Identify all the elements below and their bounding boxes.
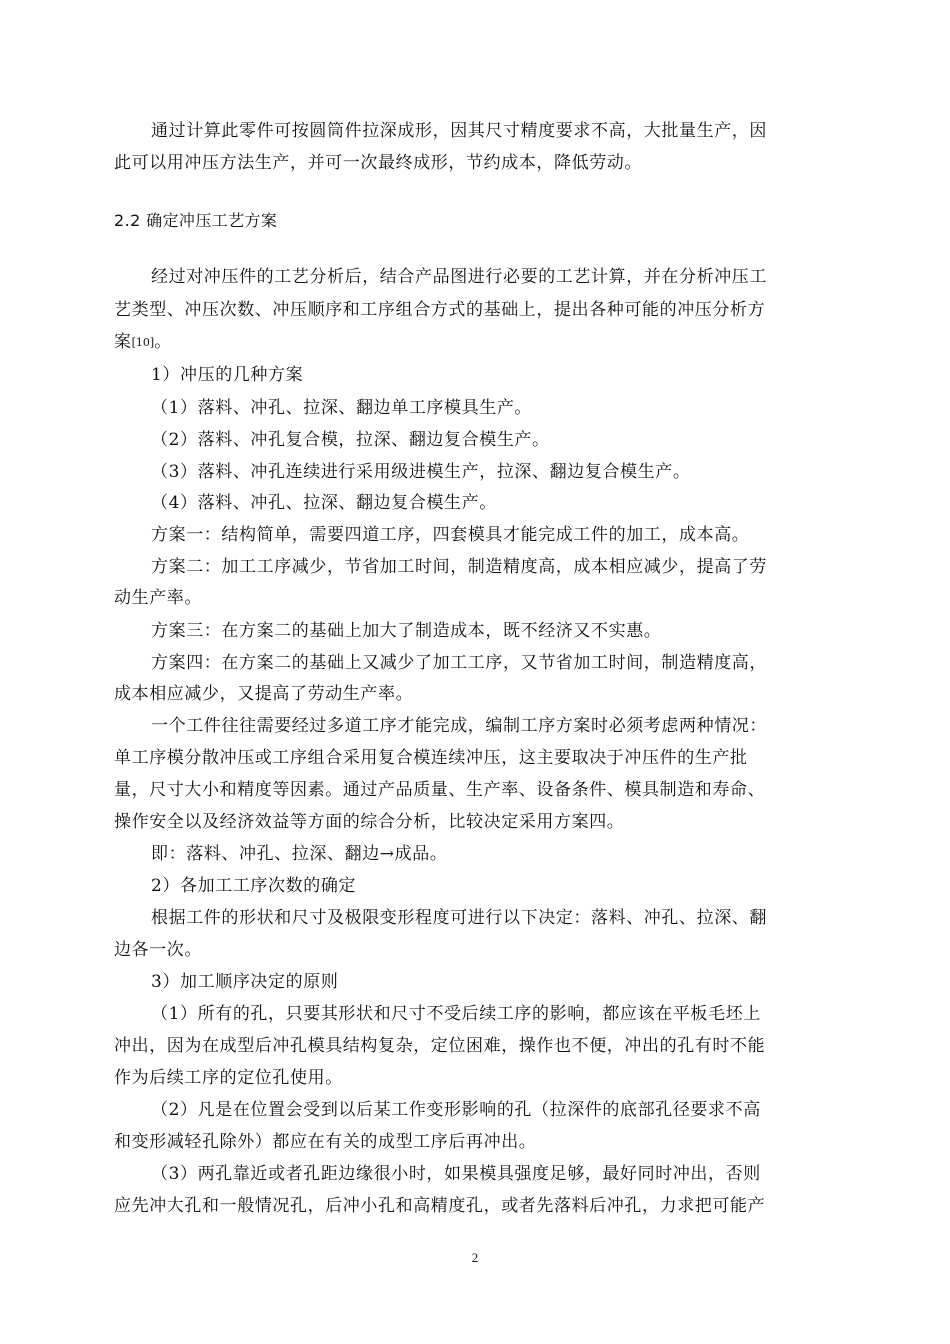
scheme-4-line-2: 成本相应减少，又提高了劳动生产率。 [114, 684, 414, 704]
option-4: （4）落料、冲孔、拉深、翻边复合模生产。 [151, 493, 497, 513]
scheme-4-line-1: 方案四：在方案二的基础上又减少了加工工序，又节省加工时间，制造精度高， [151, 653, 767, 673]
page-number: 2 [471, 1250, 479, 1265]
process-flow: 即：落料、冲孔、拉深、翻边→成品。 [151, 844, 448, 864]
para1-line-2: 艺类型、冲压次数、冲压顺序和工序组合方式的基础上，提出各种可能的冲压分析方 [114, 300, 766, 320]
para1-period: 。 [154, 332, 172, 352]
para2-line-4: 操作安全以及经济效益等方面的综合分析，比较决定采用方案四。 [114, 812, 625, 832]
scheme-2-line-2: 动生产率。 [114, 588, 202, 608]
item1-title: 1）冲压的几种方案 [151, 365, 304, 385]
rule-2-line-2: 和变形减轻孔除外）都应在有关的成型工序后再冲出。 [114, 1132, 537, 1152]
option-2: （2）落料、冲孔复合模，拉深、翻边复合模生产。 [151, 430, 550, 450]
para2-line-2: 单工序模分散冲压或工序组合采用复合模连续冲压，这主要取决于冲压件的生产批 [114, 748, 748, 768]
option-3: （3）落料、冲孔连续进行采用级进模生产，拉深、翻边复合模生产。 [151, 462, 691, 482]
rule-1-line-2: 冲出，因为在成型后冲孔模具结构复杂，定位困难，操作也不便，冲出的孔有时不能 [114, 1036, 766, 1056]
scheme-2-line-1: 方案二：加工工序减少，节省加工时间，制造精度高，成本相应减少，提高了劳 [151, 557, 767, 577]
rule-1-line-1: （1）所有的孔，只要其形状和尺寸不受后续工序的影响，都应该在平板毛坯上 [151, 1004, 761, 1024]
citation-marker: [10] [131, 336, 155, 349]
para2-line-1: 一个工件往往需要经过多道工序才能完成，编制工序方案时必须考虑两种情况： [151, 716, 767, 736]
rule-3-line-1: （3）两孔靠近或者孔距边缘很小时，如果模具强度足够，最好同时冲出，否则 [151, 1164, 761, 1184]
item3-title: 3）加工顺序决定的原则 [151, 972, 339, 992]
scheme-1: 方案一：结构简单，需要四道工序，四套模具才能完成工件的加工，成本高。 [151, 525, 750, 545]
para1-text-end: 案 [114, 332, 132, 352]
intro-line-1: 通过计算此零件可按圆筒件拉深成形，因其尺寸精度要求不高，大批量生产，因 [151, 121, 767, 141]
rule-2-line-1: （2）凡是在位置会受到以后某工作变形影响的孔（拉深件的底部孔径要求不高 [151, 1100, 761, 1120]
option-1: （1）落料、冲孔、拉深、翻边单工序模具生产。 [151, 398, 533, 418]
intro-line-2: 此可以用冲压方法生产，并可一次最终成形，节约成本，降低劳动。 [114, 153, 642, 173]
item2-line-1: 根据工件的形状和尺寸及极限变形程度可进行以下决定：落料、冲孔、拉深、翻 [151, 908, 767, 928]
rule-1-line-3: 作为后续工序的定位孔使用。 [114, 1068, 343, 1088]
item2-title: 2）各加工工序次数的确定 [151, 876, 357, 896]
para2-line-3: 量，尺寸大小和精度等因素。通过产品质量、生产率、设备条件、模具制造和寿命、 [114, 780, 766, 800]
item2-line-2: 边各一次。 [114, 940, 202, 960]
rule-3-line-2: 应先冲大孔和一般情况孔，后冲小孔和高精度孔，或者先落料后冲孔，力求把可能产 [114, 1196, 766, 1216]
para1-line-3 [114, 330, 172, 355]
section-heading: 2.2 确定冲压工艺方案 [114, 211, 278, 230]
scheme-3: 方案三：在方案二的基础上加大了制造成本，既不经济又不实惠。 [151, 621, 662, 641]
para1-line-1: 经过对冲压件的工艺分析后，结合产品图进行必要的工艺计算，并在分析冲压工 [151, 267, 767, 287]
